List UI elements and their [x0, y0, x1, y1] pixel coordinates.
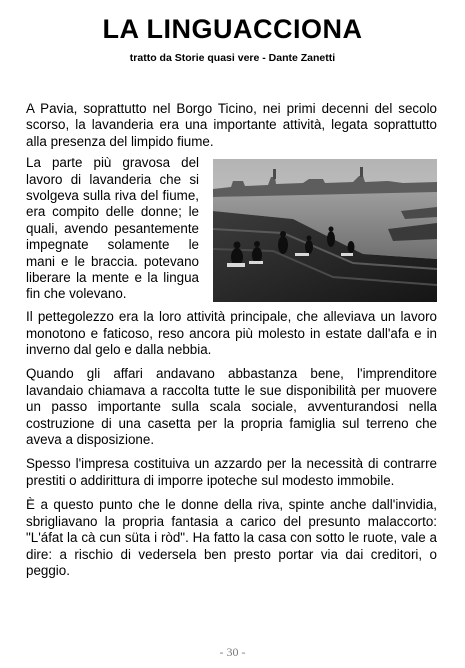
- paragraph-5: Spesso l'impresa costituiva un azzardo per la necessità di contrarre prestiti o addirittura di imporre ipoteche sul modesto immobile.: [26, 456, 437, 488]
- washerwomen-riverbank-photo: [213, 159, 437, 302]
- paragraph-6: È a questo punto che le donne della riva, spinte anche dall'invidia, sbrigliavano la propria fantasia a carico del presunto malaccorto: "L'áfat la cà cun süta i ròd". Ha fatto la casa con sotto le ruote, vale a dire: a rischio di vedersela ben presto portar via dai creditori, o peggio.: [26, 497, 437, 578]
- article-body: [26, 101, 437, 587]
- paragraph-2: La parte più gravosa del lavoro di lavanderia che si svolgeva sulla riva del fiume, era compito delle donne; le quali, avendo pesantemente impegnate solamente le mani e le braccia. potevano liberare la mente e la lingua fin che volevano.: [26, 155, 199, 302]
- paragraph-3: Il pettegolezzo era la loro attività principale, che alleviava un lavoro monotono e faticoso, reso ancora più molesto in estate dall'afa e in inverno dal gelo e dalla nebbia.: [26, 309, 437, 358]
- page-title: LA LINGUACCIONA: [102, 14, 363, 44]
- paragraph-1: A Pavia, soprattutto nel Borgo Ticino, nei primi decenni del secolo scorso, la lavanderia era una importante attività, legata soprattutto alla presenza del limpido fiume.: [26, 101, 437, 149]
- page-subtitle: tratto da Storie quasi vere - Dante Zanetti: [129, 52, 336, 64]
- paragraph-with-photo: [26, 155, 437, 306]
- paragraph-4: Quando gli affari andavano abbastanza bene, l'imprenditore lavandaio chiamava a raccolta tutte le sue disponibilità per muovere un passo importante sulla scala sociale, avventurandosi nella costruzione di una casetta per la propria famiglia sul terreno che aveva a disposizione.: [26, 366, 437, 448]
- page-number: - 30 -: [219, 645, 246, 659]
